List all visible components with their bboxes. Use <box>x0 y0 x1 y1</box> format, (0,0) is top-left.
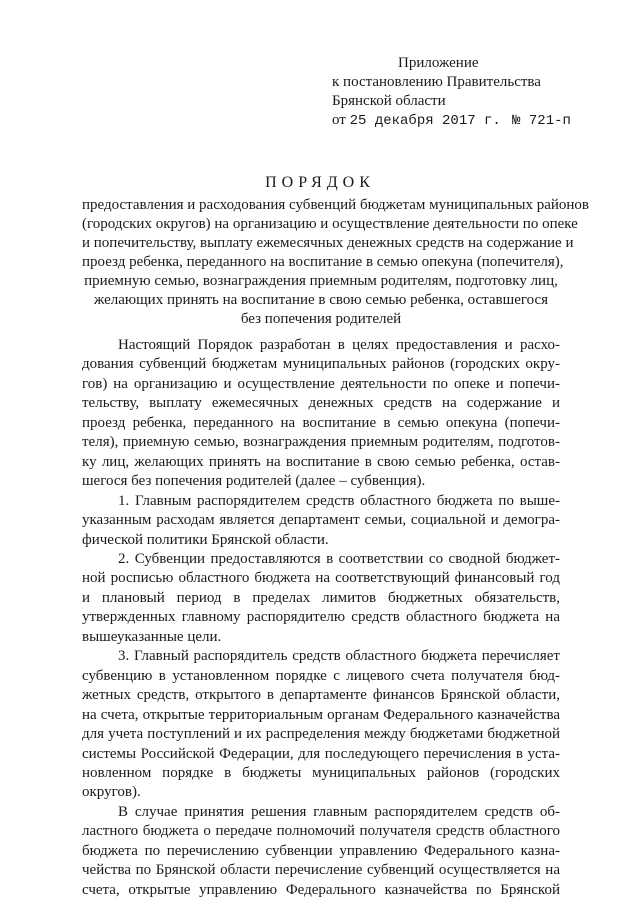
body-line: 2. Субвенции предоставляются в соответствии со сводной бюджет- <box>118 550 560 567</box>
body-line: на счета, открытые территориальным органам Федерального казначейства <box>82 706 560 723</box>
body-line: вышеуказанные цели. <box>82 628 222 645</box>
appendix-block <box>332 54 571 131</box>
resolution-number: № 721-п <box>512 113 571 129</box>
body-line: для учета поступлений и их распределения между бюджетами бюджетной <box>82 726 560 743</box>
document-body <box>82 336 560 900</box>
body-line: шегося без попечения родителей (далее – субвенция). <box>82 473 426 490</box>
body-line: чейства по Брянской области перечисление субвенций осуществляется на <box>82 862 560 879</box>
body-line: 3. Главный распорядитель средств областного бюджета перечисляет <box>118 648 560 665</box>
body-line: жетных средств, открытого в департаменте финансов Брянской области, <box>82 687 560 704</box>
appendix-label: Приложение <box>398 55 479 71</box>
body-line: округов). <box>82 784 141 801</box>
subtitle-line: предоставления и расходования субвенций бюджетам муниципальных районов <box>82 197 590 213</box>
resolution-date: 25 декабря 2017 г. <box>349 113 501 129</box>
subtitle-line: и попечительству, выплату ежемесячных денежных средств на содержание и <box>82 235 574 251</box>
body-line: ку лиц, желающих принять на воспитание в свою семью ребенка, остав- <box>82 453 560 470</box>
appendix-region-line: Брянской области <box>332 93 446 109</box>
body-line: фической политики Брянской области. <box>82 531 329 548</box>
body-line: теля), приемную семью, вознаграждения приемным родителям, подготов- <box>82 434 560 451</box>
body-line: В случае принятия решения главным распорядителем средств об- <box>118 803 560 820</box>
body-line: субвенцию в установленном порядке с лицевого счета получателя бюд- <box>82 667 560 684</box>
body-line: указанным расходам является департамент семьи, социальной и демогра- <box>82 512 560 529</box>
appendix-resolution-line: к постановлению Правительства <box>332 74 541 90</box>
subtitle-line: приемную семью, вознаграждения приемным родителям, подготовку лиц, <box>84 273 558 289</box>
appendix-date-line <box>332 111 571 131</box>
subtitle-line: желающих принять на воспитание в свою семью ребенка, оставшегося <box>93 292 549 308</box>
body-line: утвержденных главному распорядителю средств областного бюджета на <box>82 609 560 626</box>
body-line: проезд ребенка, переданного на воспитание в семью опекуна (попечи- <box>82 414 560 431</box>
document-subtitle <box>82 196 590 329</box>
body-line: гов) на организацию и осуществление деятельности по опеке и попечи- <box>82 375 560 392</box>
subtitle-line: (городских округов) на организацию и осуществление деятельности по опеке <box>82 216 578 232</box>
body-line: ластного бюджета о передаче полномочий получателя средств областного <box>82 823 560 840</box>
date-prefix: от <box>332 112 346 128</box>
body-line: ной росписью областного бюджета на соответствующий финансовый год <box>82 570 560 587</box>
body-line: счета, открытые управлению Федерального казначейства по Брянской <box>82 881 560 898</box>
body-line: Настоящий Порядок разработан в целях предоставления и расхо- <box>118 337 560 353</box>
body-line: дования субвенций бюджетам муниципальных районов (городских окру- <box>82 356 560 373</box>
subtitle-line: проезд ребенка, переданного на воспитание в семью опекуна (попечителя), <box>82 254 564 270</box>
body-line: тельству, выплату ежемесячных денежных средств на содержание и <box>82 395 560 412</box>
body-line: 1. Главным распорядителем средств областного бюджета по выше- <box>118 492 560 509</box>
body-line: системы Российской Федерации, для последующего перечисления в уста- <box>82 745 560 762</box>
body-line: новленном порядке в бюджеты муниципальных районов (городских <box>82 764 560 781</box>
subtitle-line: без попечения родителей <box>240 311 402 327</box>
document-title: ПОРЯДОК <box>265 174 375 191</box>
body-line: и плановый период в пределах лимитов бюджетных обязательств, <box>82 589 560 606</box>
body-line: бюджета по перечислению субвенции управлению Федерального казна- <box>82 842 560 859</box>
